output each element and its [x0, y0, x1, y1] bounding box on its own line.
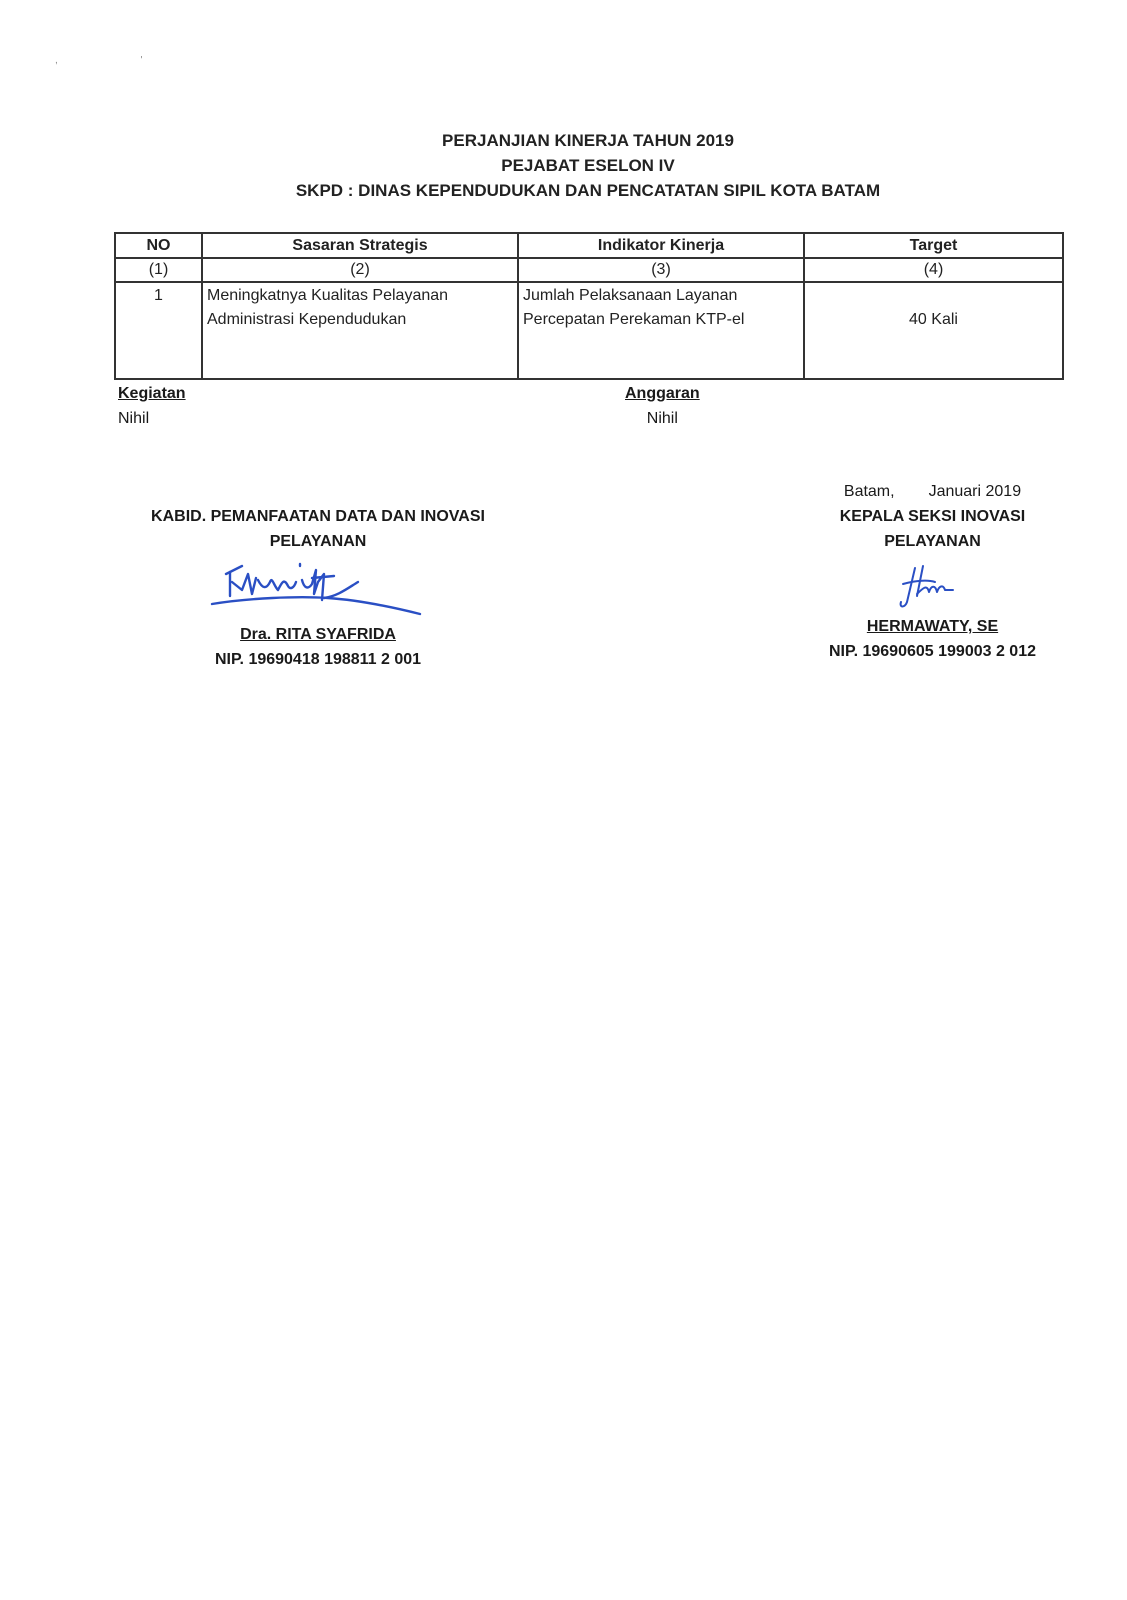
column-number: (2) — [202, 258, 518, 282]
performance-table — [114, 232, 1064, 380]
signature-right — [893, 562, 973, 614]
column-number-row — [115, 258, 1063, 282]
header-sasaran: Sasaran Strategis — [202, 233, 518, 258]
signatory-nip: NIP. 19690418 198811 2 001 — [214, 651, 422, 668]
column-number: (4) — [804, 258, 1063, 282]
signatory-title: PELAYANAN — [269, 533, 367, 550]
table-header-row — [115, 233, 1063, 258]
indikator-line: Percepatan Perekaman KTP-el — [523, 311, 745, 328]
cell-indikator — [518, 282, 804, 379]
header-target: Target — [804, 233, 1063, 258]
table-row — [115, 282, 1063, 379]
anggaran-section — [625, 381, 700, 431]
signatory-right — [780, 479, 1085, 664]
column-number: (1) — [115, 258, 202, 282]
title-line-1: PERJANJIAN KINERJA TAHUN 2019 — [442, 131, 734, 150]
kegiatan-label: Kegiatan — [118, 385, 186, 402]
kegiatan-section — [118, 381, 186, 431]
place: Batam, — [843, 483, 895, 500]
header-indikator: Indikator Kinerja — [518, 233, 804, 258]
anggaran-value: Nihil — [646, 410, 678, 427]
sasaran-line: Meningkatnya Kualitas Pelayanan — [207, 287, 449, 304]
kegiatan-value: Nihil — [118, 410, 150, 427]
date: Januari 2019 — [928, 483, 1022, 500]
signature-left — [208, 560, 428, 622]
signatory-title: PELAYANAN — [884, 533, 981, 550]
signatory-left — [118, 504, 518, 672]
signatory-nip: NIP. 19690605 199003 2 012 — [828, 643, 1036, 660]
sasaran-line: Administrasi Kependudukan — [207, 311, 407, 328]
scan-artifact: , ' — [55, 55, 183, 66]
cell-target: 40 Kali — [804, 282, 1063, 379]
place-date — [780, 479, 1085, 504]
title-line-3: SKPD : DINAS KEPENDUDUKAN DAN PENCATATAN SIPIL KOTA BATAM — [295, 181, 881, 200]
signatory-name: Dra. RITA SYAFRIDA — [240, 626, 396, 643]
document-title — [0, 128, 1127, 203]
cell-sasaran — [202, 282, 518, 379]
header-no: NO — [115, 233, 202, 258]
indikator-line: Jumlah Pelaksanaan Layanan — [523, 287, 738, 304]
title-line-2: PEJABAT ESELON IV — [501, 156, 675, 175]
cell-no: 1 — [115, 282, 202, 379]
signatory-title: KEPALA SEKSI INOVASI — [839, 508, 1026, 525]
signatory-title: KABID. PEMANFAATAN DATA DAN INOVASI — [151, 508, 485, 525]
signatory-name: HERMAWATY, SE — [866, 618, 999, 635]
anggaran-label: Anggaran — [625, 385, 700, 402]
column-number: (3) — [518, 258, 804, 282]
